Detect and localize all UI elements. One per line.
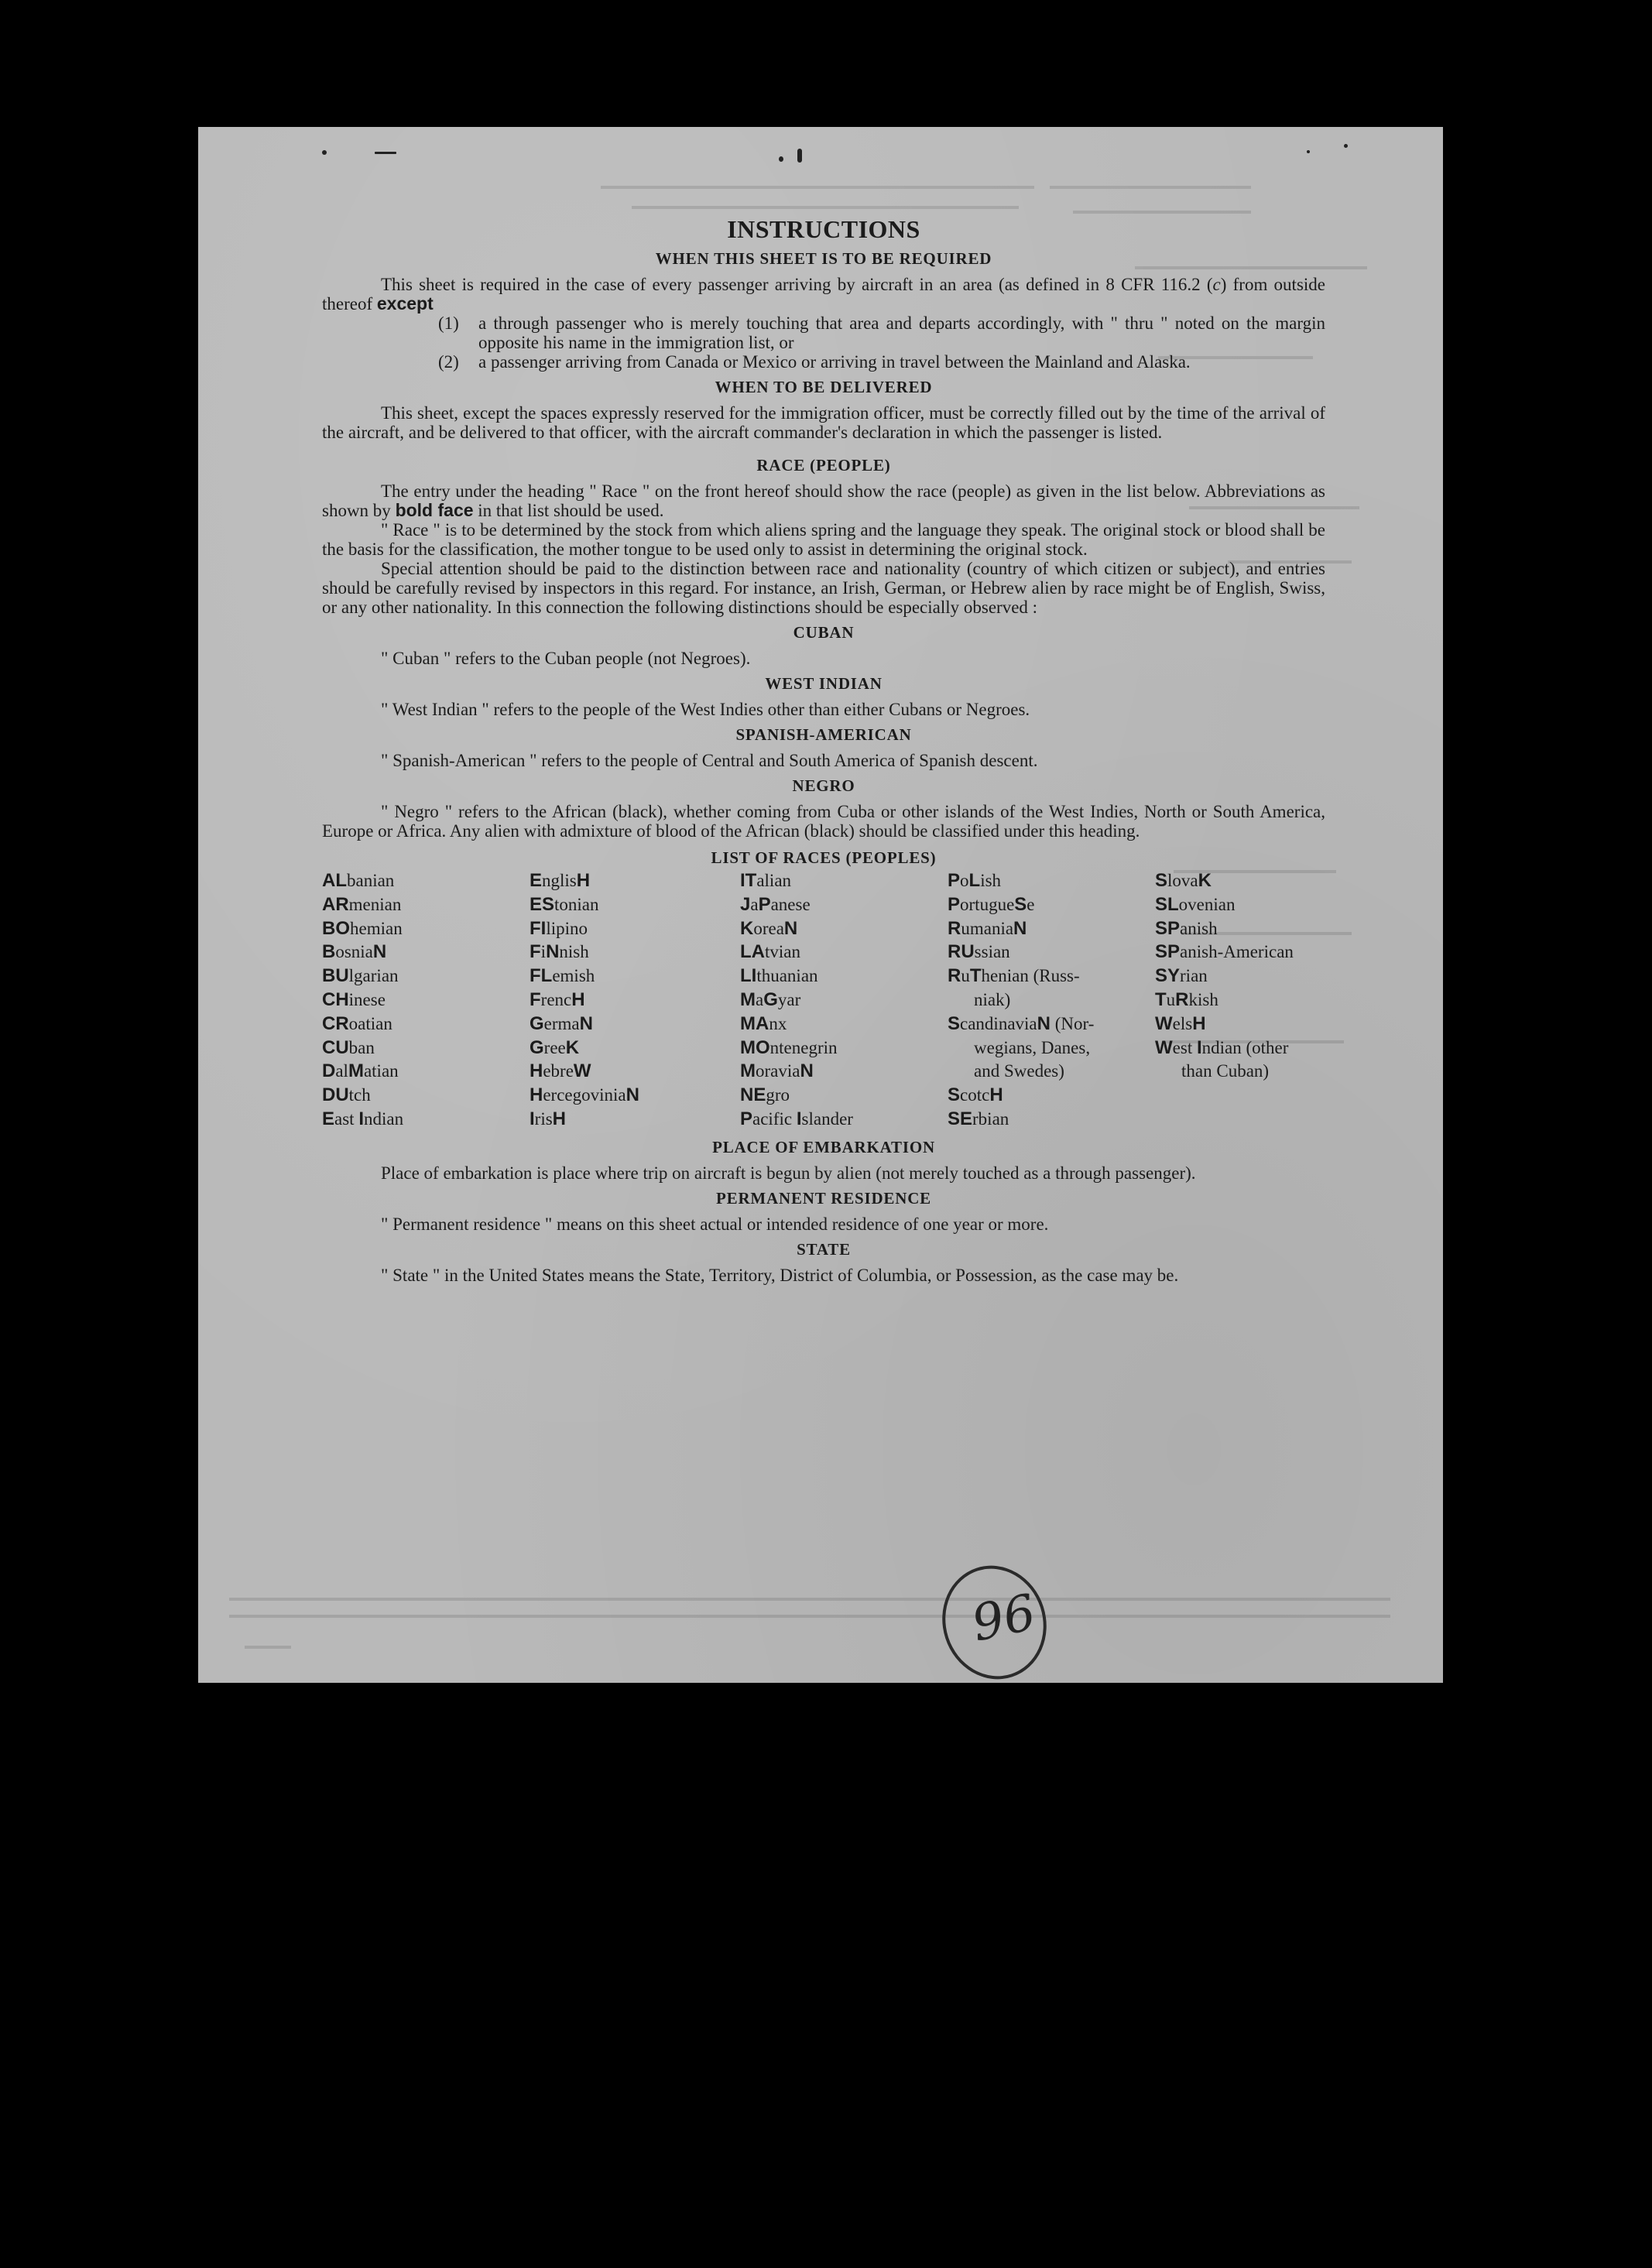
heading-race: RACE (PEOPLE) [756,456,891,474]
race-entry: BosniaN [322,941,387,963]
race-entry: BUlgarian [322,965,399,987]
race-entry: RumaniaN [948,917,1027,939]
races-column [322,869,530,1132]
race-entry: FiNnish [530,941,589,963]
race-entry: HebreW [530,1060,591,1082]
race-entry: PoLish [948,870,1002,891]
race-entry: JaPanese [740,893,811,915]
paragraph-embarkation: Place of embarkation is place where trip on aircraft is begun by alien (not merely touched as a through passenger). [381,1163,1196,1183]
heading-when-required: WHEN THIS SHEET IS TO BE REQUIRED [655,249,992,268]
instructions-content [322,215,1325,1285]
paragraph-negro: " Negro " refers to the African (black), whether coming from Cuba or other islands of the West Indies, North or South America, Europe or Africa. Any alien with admixture of blood of the African (black) should be classified under this heading. [322,802,1325,841]
races-column [740,869,948,1132]
paragraph-race-2: " Race " is to be determined by the stock from which aliens spring and the language they speak. The original stock or blood shall be the basis for the classification, the mother tongue to be used only to assist in determining the original stock. [322,520,1325,559]
race-entry: LIthuanian [740,965,818,987]
race-entry: MAnx [740,1012,787,1034]
race-entry: MaGyar [740,988,801,1010]
document-sheet [198,127,1443,1683]
race-entry: KoreaN [740,917,798,939]
race-entry: SLovenian [1155,893,1236,915]
race-entry: EStonian [530,893,599,915]
race-entry: EnglisH [530,870,591,891]
paragraph-race-1: The entry under the heading " Race " on the front hereof should show the race (people) as given in the list below. Abbreviations as shown by bold face in that list should be used. [322,481,1325,520]
heading-cuban: CUBAN [793,623,855,642]
page-title: INSTRUCTIONS [727,215,920,243]
race-entry: IrisH [530,1108,567,1129]
race-entry: CUban [322,1036,375,1058]
race-entry: niak) [974,989,1011,1009]
race-entry: MoraviaN [740,1060,814,1082]
race-entry: wegians, Danes, [974,1037,1091,1057]
race-entry: NEgro [740,1084,790,1106]
race-entry: HercegoviniaN [530,1084,639,1106]
paragraph-spanish-american: " Spanish-American " refers to the people of Central and South America of Spanish descent. [381,751,1038,770]
race-entry: SYrian [1155,965,1208,987]
paragraph-when-delivered: This sheet, except the spaces expressly reserved for the immigration officer, must be correctly filled out by the time of the arrival of the aircraft, and be delivered to that officer, with the aircraft commander's declaration in which the passenger is listed. [322,403,1325,442]
race-entry: SlovaK [1155,870,1212,891]
race-entry: ScandinaviaN (Nor- [948,1012,1095,1034]
heading-permanent-residence: PERMANENT RESIDENCE [716,1188,931,1208]
heading-negro: NEGRO [792,776,855,795]
race-entry: FLemish [530,965,595,987]
race-entry: West Indian (other [1155,1036,1289,1058]
races-column [530,869,740,1132]
race-entry: SPanish-American [1155,941,1294,963]
paragraph-when-required: This sheet is required in the case of every passenger arriving by aircraft in an area (as defined in 8 CFR 116.2 (c) from outside thereof except [322,275,1325,313]
race-entry: DalMatian [322,1060,399,1082]
paragraph-state: " State " in the United States means the State, Territory, District of Columbia, or Possession, as the case may be. [381,1265,1179,1285]
race-entry: RuThenian (Russ- [948,965,1080,987]
race-entry: LAtvian [740,941,800,963]
race-entry: than Cuban) [1181,1061,1270,1081]
paragraph-race-3: Special attention should be paid to the distinction between race and nationality (country of which citizen or subject), and entries should be carefully revised by inspectors in this regard. For instance, an Irish, German, or Hebrew alien by race might be of English, Swiss, or any other nationality. In this connection the following distinctions should be especially observed : [322,559,1325,617]
race-entry: TuRkish [1155,988,1218,1010]
paragraph-cuban: " Cuban " refers to the Cuban people (not Negroes). [381,649,751,668]
race-entry: FrencH [530,988,585,1010]
exception-item: (2) a passenger arriving from Canada or Mexico or arriving in travel between the Mainland and Alaska. [438,352,1191,372]
heading-list-of-races: LIST OF RACES (PEOPLES) [711,848,937,867]
race-entry: East Indian [322,1108,404,1129]
race-entry: ARmenian [322,893,402,915]
race-entry: SErbian [948,1108,1009,1129]
paragraph-permanent-residence: " Permanent residence " means on this sheet actual or intended residence of one year or more. [381,1214,1049,1234]
race-entry: CHinese [322,988,386,1010]
heading-spanish-american: SPANISH-AMERICAN [735,725,912,744]
heading-west-indian: WEST INDIAN [765,674,883,693]
race-entry: GermaN [530,1012,593,1034]
race-entry: ScotcH [948,1084,1003,1106]
race-entry: MOntenegrin [740,1036,838,1058]
race-entry: SPanish [1155,917,1218,939]
race-entry: PortugueSe [948,893,1035,915]
heading-state: STATE [797,1239,851,1259]
race-entry: RUssian [948,941,1010,963]
race-entry: CRoatian [322,1012,392,1034]
race-entry: ALbanian [322,870,395,891]
race-entry: GreeK [530,1036,580,1058]
heading-embarkation: PLACE OF EMBARKATION [712,1137,935,1156]
race-entry: BOhemian [322,917,403,939]
exception-item: (1) a through passenger who is merely touching that area and departs accordingly, with " thru " noted on the margin opposite his name in the immigration list, or [438,313,1325,352]
race-entry: Pacific Islander [740,1108,853,1129]
stamp-number: 96 [967,1584,1041,1653]
race-entry: DUtch [322,1084,371,1106]
paragraph-west-indian: " West Indian " refers to the people of the West Indies other than either Cubans or Negroes. [381,700,1030,719]
race-entry: WelsH [1155,1012,1206,1034]
races-column [948,869,1155,1132]
heading-when-delivered: WHEN TO BE DELIVERED [715,378,933,396]
races-list [322,869,1325,1132]
races-column [1155,869,1325,1132]
race-entry: FIlipino [530,917,588,939]
race-entry: and Swedes) [974,1061,1064,1081]
race-entry: ITalian [740,870,792,891]
